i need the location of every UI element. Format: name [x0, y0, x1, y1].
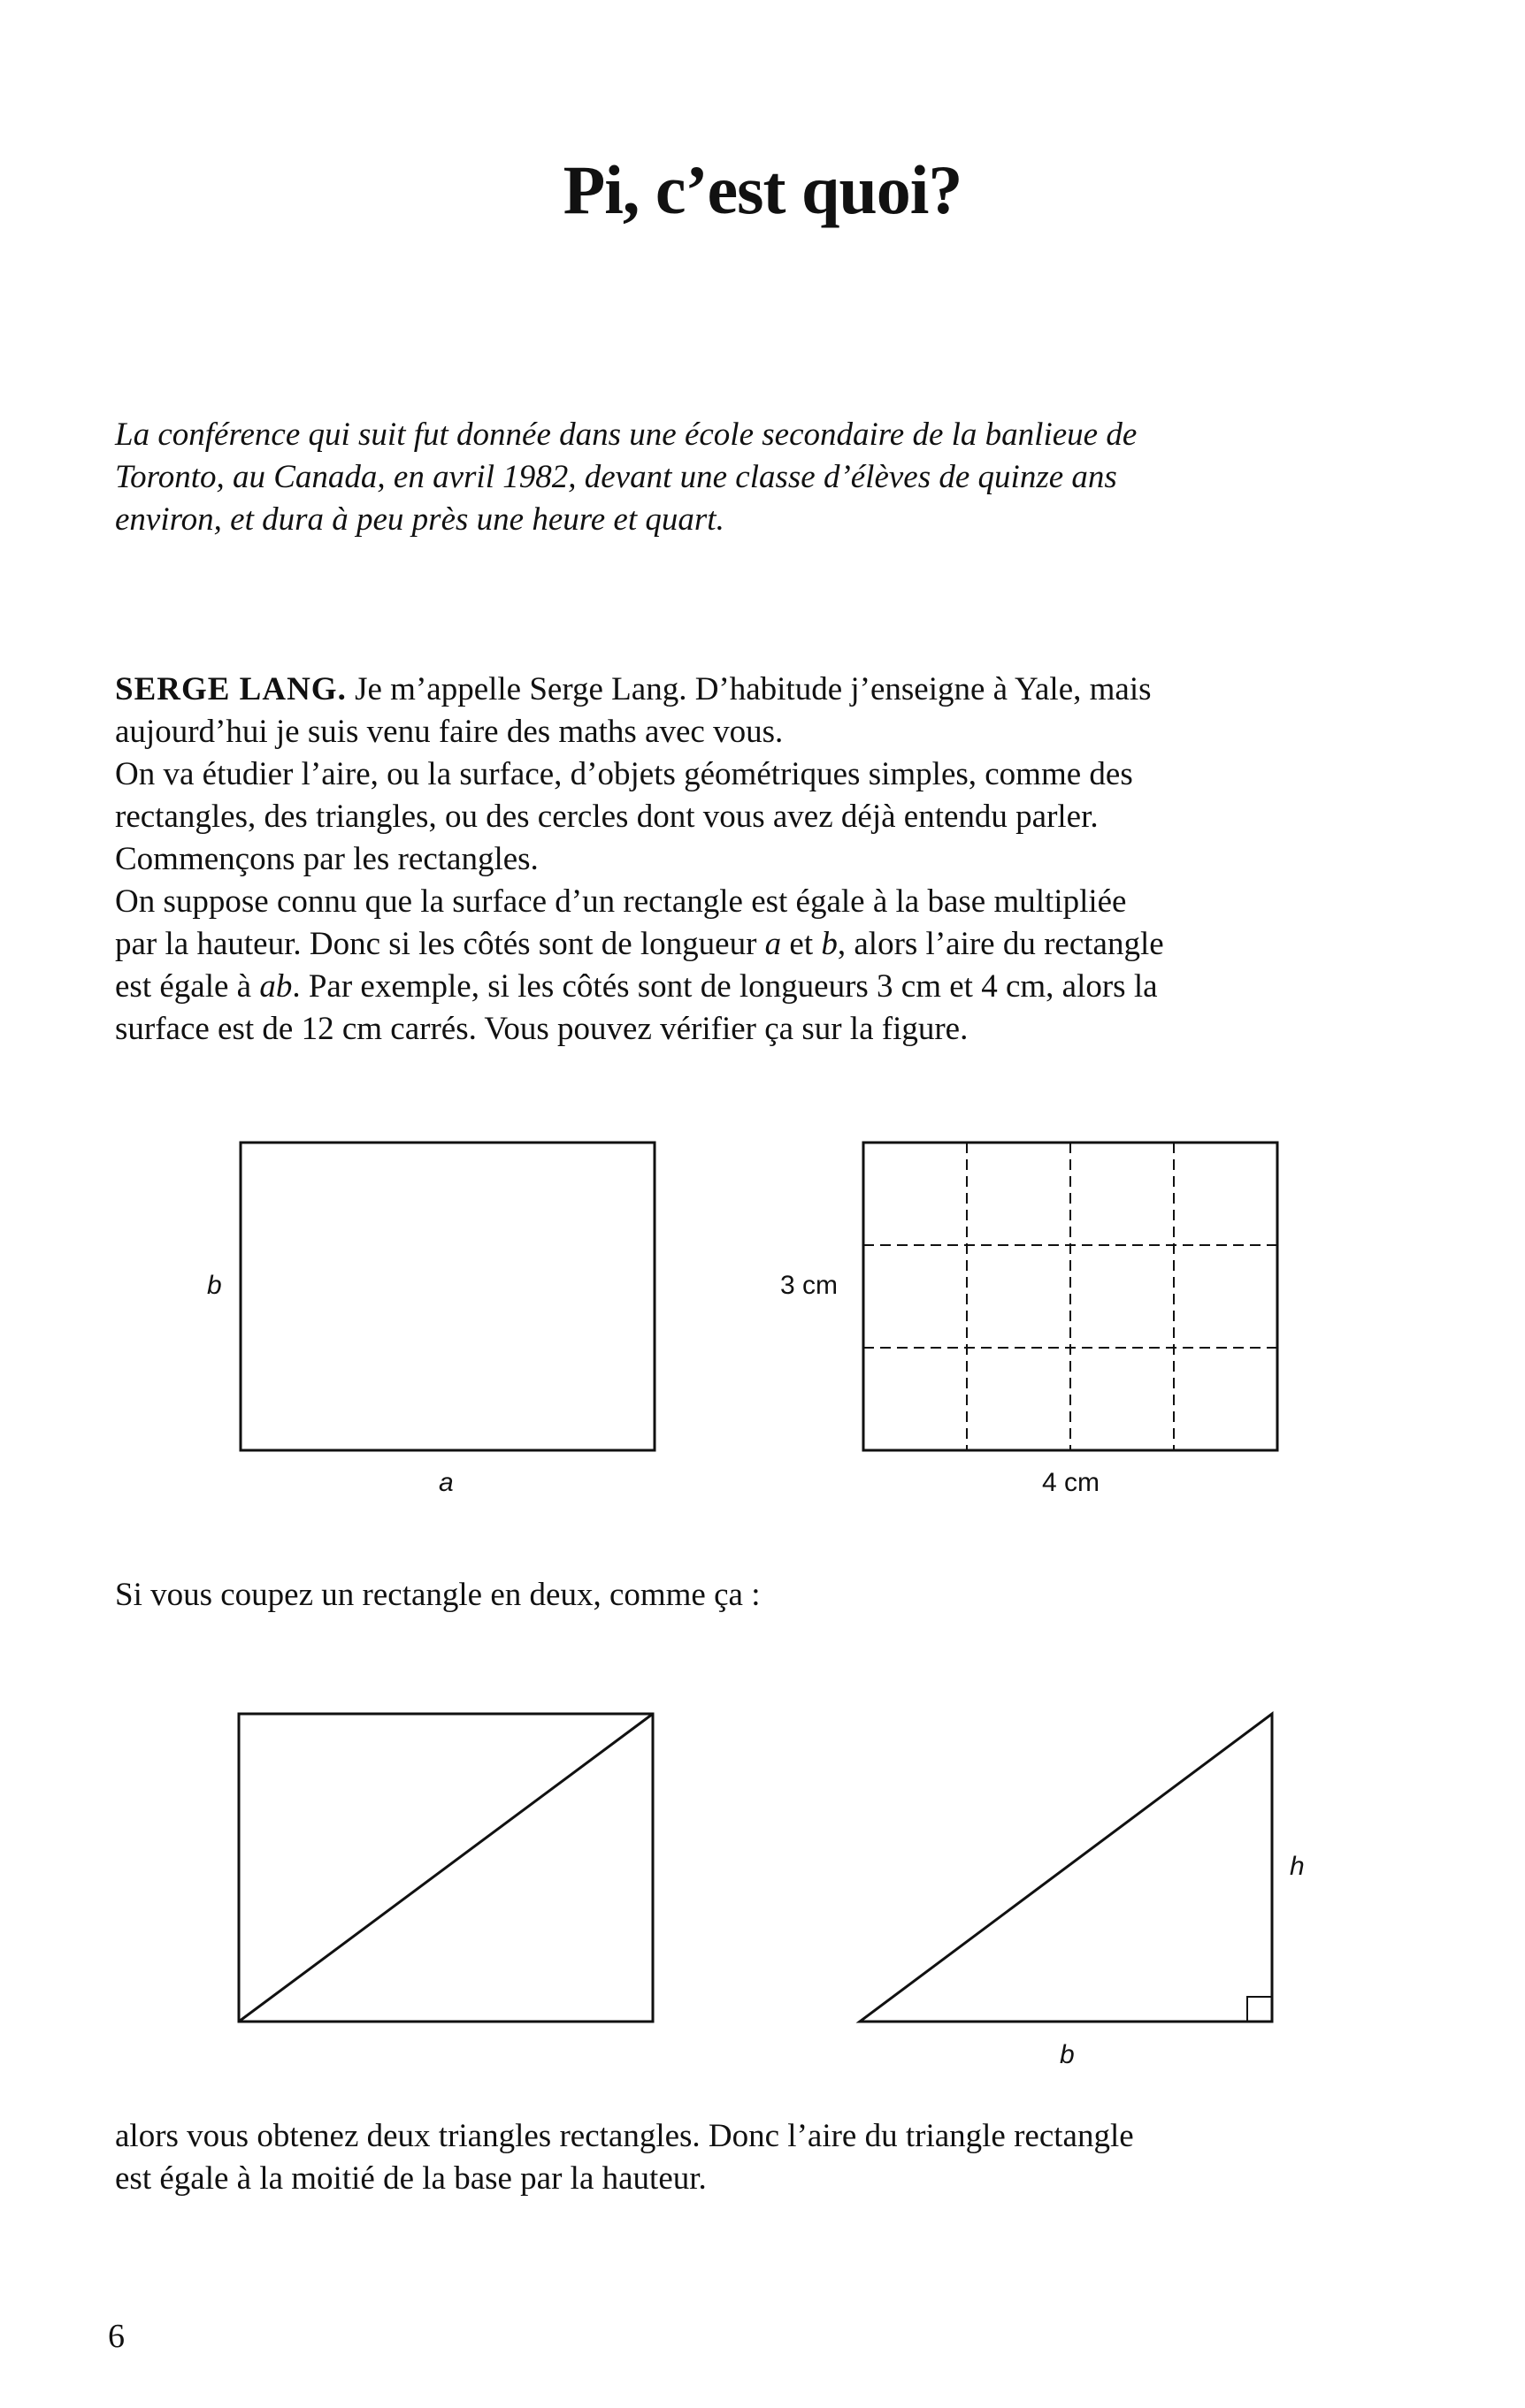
speaker-name: SERGE LANG.	[115, 671, 347, 707]
body-text: Je m’appelle Serge Lang. D’habitude j’enseigne à Yale, mais	[346, 671, 1152, 707]
body-line: aujourd’hui je suis venu faire des maths avec vous.	[115, 714, 784, 750]
rectangle-ab	[241, 1143, 655, 1450]
label-b-side: b	[207, 1271, 222, 1300]
body-line: alors vous obtenez deux triangles rectangles. Donc l’aire du triangle rectangle	[115, 2118, 1134, 2154]
body-text: est égale à	[115, 968, 260, 1005]
body-line: est égale à la moitié de la base par la hauteur.	[115, 2160, 707, 2197]
right-angle-marker	[1247, 1997, 1272, 2022]
body-line: surface est de 12 cm carrés. Vous pouvez vérifier ça sur la figure.	[115, 1011, 969, 1047]
body-paragraph-2: Si vous coupez un rectangle en deux, comme ça :	[115, 1577, 761, 1613]
variable-b: b	[821, 926, 838, 962]
variable-ab: ab	[259, 968, 293, 1005]
body-line: Commençons par les rectangles.	[115, 841, 539, 877]
body-text: et	[781, 926, 822, 962]
page-number: 6	[108, 2318, 125, 2355]
label-a-base: a	[439, 1468, 454, 1497]
variable-a: a	[764, 926, 782, 962]
intro-line: environ, et dura à peu près une heure et quart.	[115, 501, 724, 538]
body-text: , alors l’aire du rectangle	[837, 926, 1164, 962]
label-b-triangle-base: b	[1060, 2040, 1075, 2069]
intro-line: Toronto, au Canada, en avril 1982, devant une classe d’élèves de quinze ans	[115, 459, 1117, 495]
label-h-height: h	[1290, 1852, 1305, 1881]
body-line: rectangles, des triangles, ou des cercles dont vous avez déjà entendu parler.	[115, 799, 1099, 835]
body-text: par la hauteur. Donc si les côtés sont de longueur	[115, 926, 765, 962]
grid-dashed-lines	[863, 1143, 1277, 1450]
body-line: On va étudier l’aire, ou la surface, d’objets géométriques simples, comme des	[115, 756, 1133, 792]
intro-line: La conférence qui suit fut donnée dans une école secondaire de la banlieue de	[115, 417, 1138, 453]
right-triangle	[860, 1714, 1272, 2022]
label-3cm: 3 cm	[780, 1271, 839, 1300]
body-paragraph-3	[115, 2115, 1398, 2200]
body-line: On suppose connu que la surface d’un rectangle est égale à la base multipliée	[115, 883, 1127, 920]
body-text: . Par exemple, si les côtés sont de longueurs 3 cm et 4 cm, alors la	[292, 968, 1158, 1005]
label-4cm: 4 cm	[1042, 1468, 1100, 1497]
diagonal-line	[239, 1714, 653, 2022]
page-title: Pi, c’est quoi?	[563, 151, 962, 228]
